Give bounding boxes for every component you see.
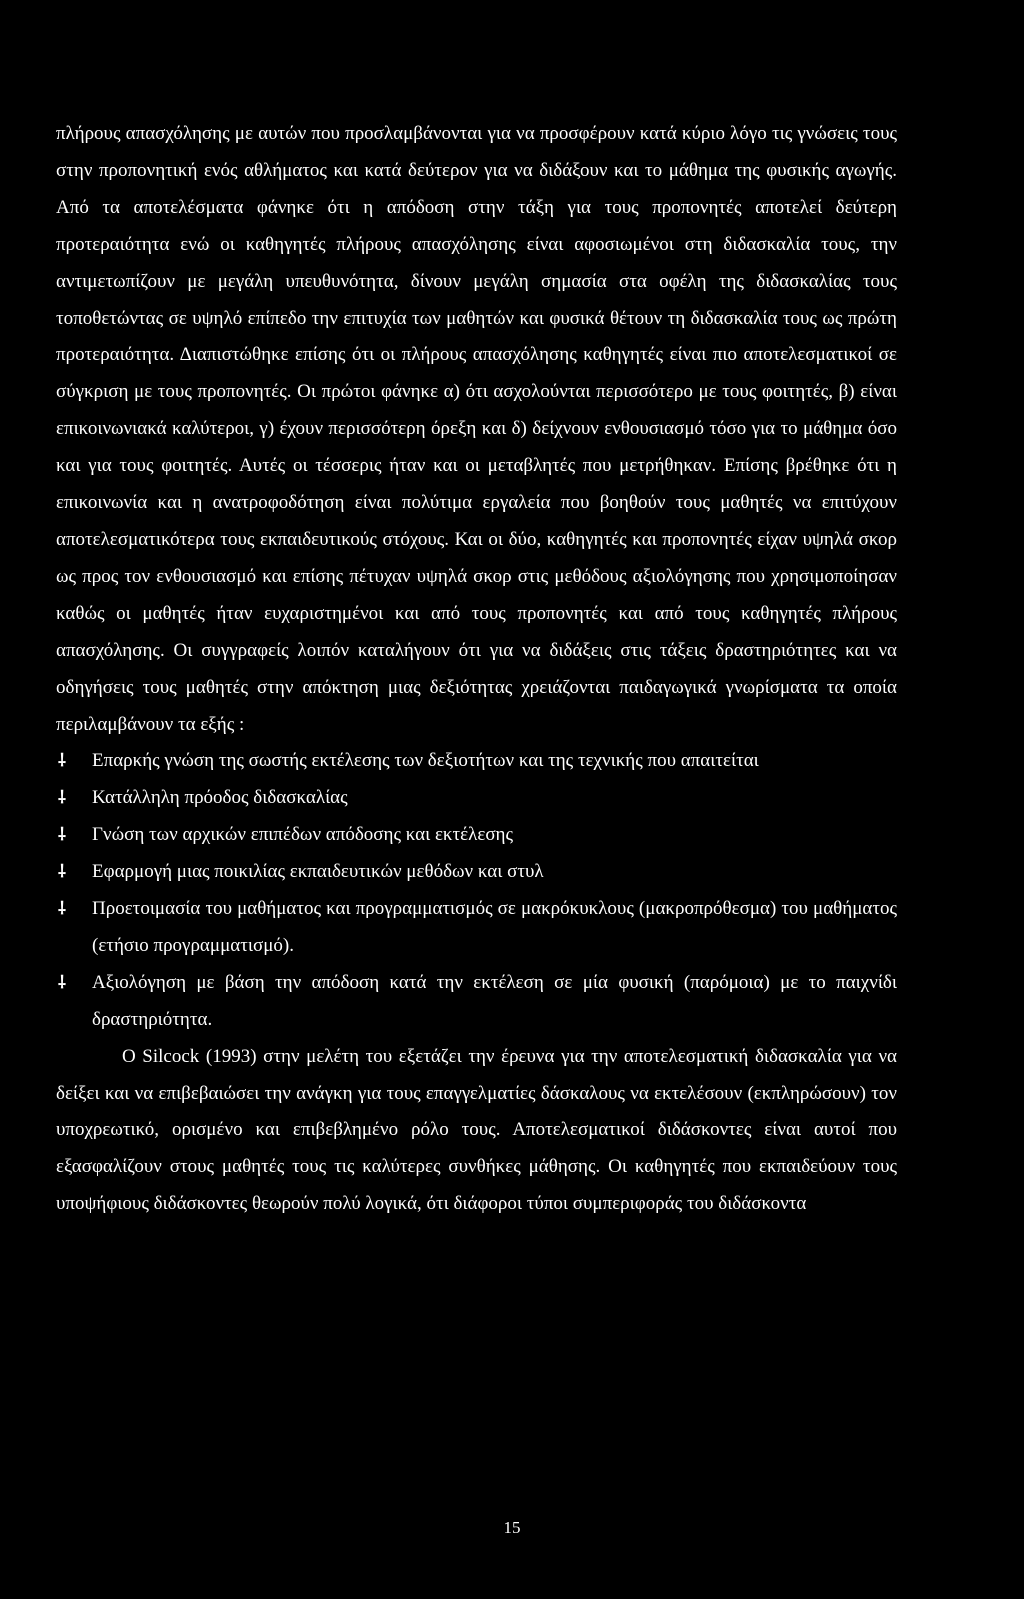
paragraph-1: πλήρους απασχόλησης με αυτών που προσλαμβάνονται για να προσφέρουν κατά κύριο λόγο τις γνώσεις τους στην προπονητική ενός αθλήματος και κατά δεύτερον για να διδάξουν και το μάθημα της φυσικής αγωγής. Από τα αποτελέσματα φάνηκε ότι η απόδοση στην τάξη για τους προπονητές αποτελεί δεύτερη προτεραιότητα ενώ οι καθηγητές πλήρους απασχόλησης είναι αφοσιωμένοι στη διδασκαλία τους, την αντιμετωπίζουν με μεγάλη υπευθυνότητα, δίνουν μεγάλη σημασία στα οφέλη της διδασκαλίας τους τοποθετώντας σε υψηλό επίπεδο την επιτυχία των μαθητών και φυσικά θέτουν τη διδασκαλία τους ως πρώτη προτεραιότητα. Διαπιστώθηκε επίσης ότι οι πλήρους απασχόλησης καθηγητές είναι πιο αποτελεσματικοί σε σύγκριση με τους προπονητές. Οι πρώτοι φάνηκε α) ότι ασχολούνται περισσότερο με τους φοιτητές, β) είναι επικοινωνιακά καλύτεροι, γ) έχουν περισσότερη όρεξη και δ) δείχνουν ενθουσιασμό τόσο για το μάθημα όσο και για τους φοιτητές. Αυτές οι τέσσερις ήταν και οι μεταβλητές που μετρήθηκαν. Επίσης βρέθηκε ότι η επικοινωνία και η ανατροφοδότηση είναι πολύτιμα εργαλεία που βοηθούν τους μαθητές να επιτύχουν αποτελεσματικότερα τους εκπαιδευτικούς στόχους. Και οι δύο, καθηγητές και προπονητές είχαν υψηλά σκορ ως προς τον ενθουσιασμό και επίσης πέτυχαν υψηλά σκορ στις μεθόδους αξιολόγησης που χρησιμοποίησαν καθώς οι μαθητές ήταν ευχαριστημένοι και από τους προπονητές και από τους καθηγητές πλήρους απασχόλησης. Οι συγγραφείς λοιπόν καταλήγουν ότι για να διδάξεις στις τάξεις δραστηριότητες και να οδηγήσεις τους μαθητές στην απόκτηση μιας δεξιότητας χρειάζονται παιδαγωγικά γνωρίσματα τα οποία περιλαμβάνουν τα εξής : [56,123,897,735]
list-item-text: Γνώση των αρχικών επιπέδων απόδοσης και εκτέλεσης [92,824,514,846]
arrow-down-bullet-icon: ⸸ [58,825,66,845]
list-item [56,743,897,780]
document-body [56,116,897,1223]
arrow-down-bullet-icon: ⸸ [58,751,66,771]
arrow-down-bullet-icon: ⸸ [58,862,66,882]
list-item [56,965,897,1039]
list-item-text: Προετοιμασία του μαθήματος και προγραμματισμός σε μακρόκυκλους (μακροπρόθεσμα) του μαθήματος (ετήσιο προγραμματισμό). [92,898,897,956]
arrow-down-bullet-icon: ⸸ [58,788,66,808]
paragraph-2: Ο Silcock (1993) στην μελέτη του εξετάζει την έρευνα για την αποτελεσματική διδασκαλία για να δείξει και να επιβεβαιώσει την ανάγκη για τους επαγγελματίες δάσκαλους να εκτελέσουν (εκπληρώσουν) τον υποχρεωτικό, ορισμένο και επιβεβλημένο ρόλο τους. Αποτελεσματικοί διδάσκοντες είναι αυτοί που εξασφαλίζουν στους μαθητές τους τις καλύτερες συνθήκες μάθησης. Οι καθηγητές που εκπαιδεύουν τους υποψήφιους διδάσκοντες θεωρούν πολύ λογικά, ότι διάφοροι τύποι συμπεριφοράς του διδάσκοντα [56,1045,897,1215]
bullet-list [56,743,897,1038]
list-item-text: Επαρκής γνώση της σωστής εκτέλεσης των δεξιοτήτων και της τεχνικής που απαιτείται [92,750,759,772]
arrow-down-bullet-icon: ⸸ [58,899,66,919]
list-item-text: Αξιολόγηση με βάση την απόδοση κατά την εκτέλεση σε μία φυσική (παρόμοια) με το παιχνίδι δραστηριότητα. [92,971,897,1030]
list-item-text: Εφαρμογή μιας ποικιλίας εκπαιδευτικών μεθόδων και στυλ [92,861,544,883]
list-item [56,854,897,891]
arrow-down-bullet-icon: ⸸ [58,972,66,992]
page-number: 15 [503,1518,521,1537]
list-item [56,780,897,817]
list-item [56,817,897,854]
list-item-text: Κατάλληλη πρόοδος διδασκαλίας [92,787,348,809]
list-item [56,891,897,965]
